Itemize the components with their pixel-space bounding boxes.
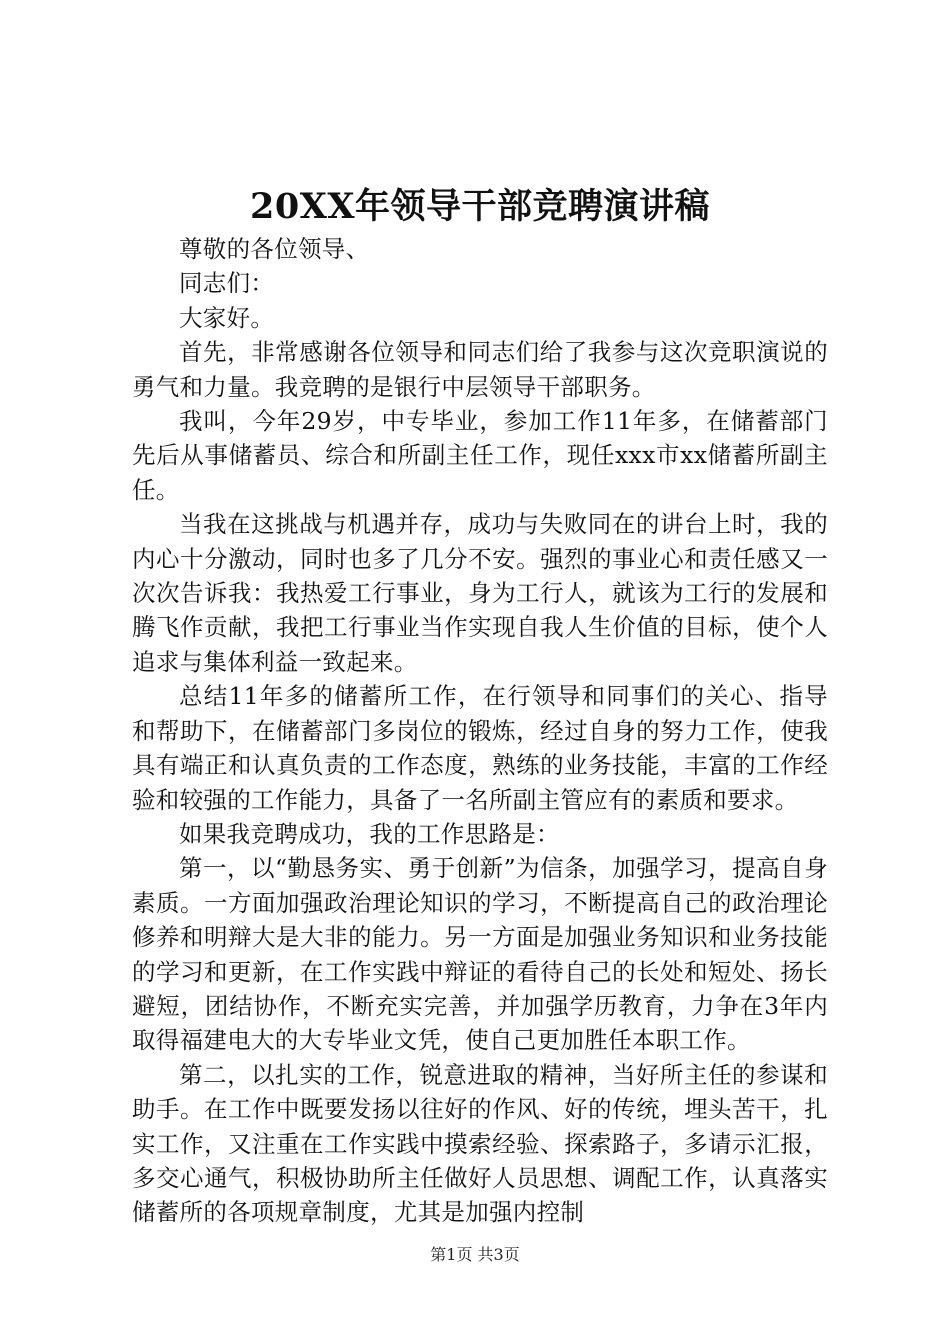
document-body (132, 232, 828, 1230)
page-number-footer: 第1页 共3页 (430, 1245, 520, 1264)
paragraph-introduction: 我叫，今年29岁，中专毕业，参加工作11年多，在储蓄部门先后从事储蓄员、综合和所副主任工作，现任xxx市xx储蓄所副主任。 (132, 407, 828, 504)
paragraph-work-ideas-intro: 如果我竞聘成功，我的工作思路是： (179, 819, 560, 848)
paragraph-feelings: 当我在这挑战与机遇并存，成功与失败同在的讲台上时，我的内心十分激动，同时也多了几分不安。强烈的事业心和责任感又一次次告诉我：我热爱工行事业，身为工行人，就该为工行的发展和腾飞作贡献，我把工行事业当作实现自我人生价值的目标，使个人追求与集体利益一致起来。 (132, 510, 828, 676)
paragraph-salutation-comrades: 同志们： (179, 269, 275, 298)
paragraph-point-one: 第一，以“勤恳务实、勇于创新”为信条，加强学习，提高自身素质。一方面加强政治理论知识的学习，不断提高自己的政治理论修养和明辩大是大非的能力。另一方面是加强业务知识和业务技能的学习和更新，在工作实践中辩证的看待自己的长处和短处、扬长避短，团结协作，不断充实完善，并加强学历教育，力争在3年内取得福建电大的大专毕业文凭，使自己更加胜任本职工作。 (132, 854, 828, 1055)
paragraph-thanks: 首先，非常感谢各位领导和同志们给了我参与这次竞职演说的勇气和力量。我竞聘的是银行中层领导干部职务。 (132, 338, 828, 401)
paragraph-greeting: 大家好。 (179, 303, 275, 332)
document-title: 20XX年领导干部竞聘演讲稿 (249, 186, 711, 227)
paragraph-point-two: 第二，以扎实的工作，锐意进取的精神，当好所主任的参谋和助手。在工作中既要发扬以往好的作风、好的传统，埋头苦干，扎实工作，又注重在工作实践中摸索经验、探索路子，多请示汇报，多交心通气，积极协助所主任做好人员思想、调配工作，认真落实储蓄所的各项规章制度，尤其是加强内控制 (132, 1060, 828, 1227)
paragraph-salutation: 尊敬的各位领导、 (179, 235, 370, 263)
paragraph-experience: 总结11年多的储蓄所工作，在行领导和同事们的关心、指导和帮助下，在储蓄部门多岗位的锻炼，经过自身的努力工作，使我具有端正和认真负责的工作态度，熟练的业务技能，丰富的工作经验和较强的工作能力，具备了一名所副主管应有的素质和要求。 (132, 682, 828, 814)
document-page (132, 0, 828, 1344)
